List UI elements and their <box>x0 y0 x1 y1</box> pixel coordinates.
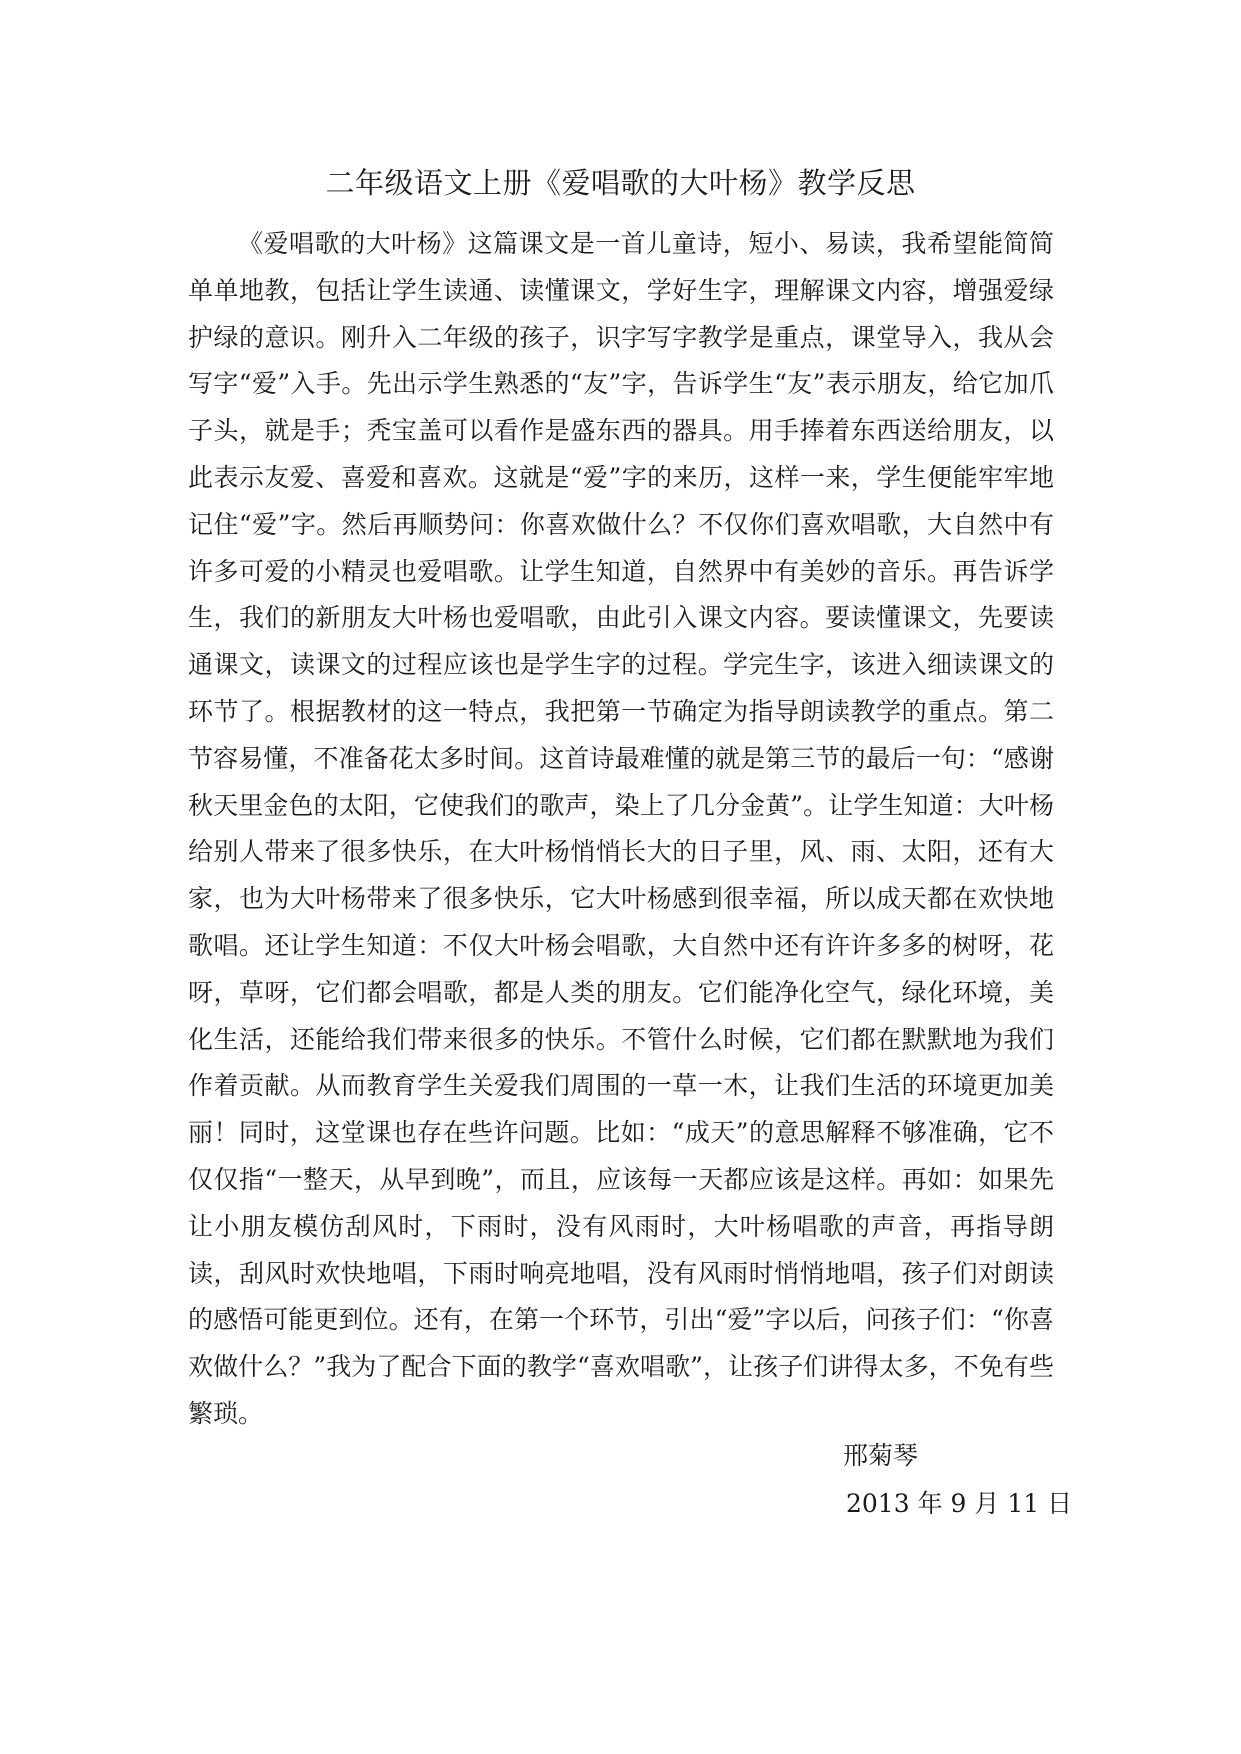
document-title: 二年级语文上册《爱唱歌的大叶杨》教学反思 <box>325 166 916 200</box>
author-signature: 邢菊琴 <box>843 1441 919 1470</box>
document-body <box>188 221 1054 1438</box>
document-date: 2013 年 9 月 11 日 <box>846 1489 1073 1518</box>
body-paragraph: 《爱唱歌的大叶杨》这篇课文是一首儿童诗，短小、易读，我希望能简简单单地教，包括让学生读通、读懂课文，学好生字，理解课文内容，增强爱绿护绿的意识。刚升入二年级的孩子，识字写字教学是重点，课堂导入，我从会写字“爱”入手。先出示学生熟悉的“友”字，告诉学生“友”表示朋友，给它加爪子头，就是手；秃宝盖可以看作是盛东西的器具。用手捧着东西送给朋友，以此表示友爱、喜爱和喜欢。这就是“爱”字的来历，这样一来，学生便能牢牢地记住“爱”字。然后再顺势问：你喜欢做什么？不仅你们喜欢唱歌，大自然中有许多可爱的小精灵也爱唱歌。让学生知道，自然界中有美妙的音乐。再告诉学生，我们的新朋友大叶杨也爱唱歌，由此引入课文内容。要读懂课文，先要读通课文，读课文的过程应该也是学生字的过程。学完生字，该进入细读课文的环节了。根据教材的这一特点，我把第一节确定为指导朗读教学的重点。第二节容易懂，不准备花太多时间。这首诗最难懂的就是第三节的最后一句：“感谢秋天里金色的太阳，它使我们的歌声，染上了几分金黄”。让学生知道：大叶杨给别人带来了很多快乐，在大叶杨悄悄长大的日子里，风、雨、太阳，还有大家，也为大叶杨带来了很多快乐，它大叶杨感到很幸福，所以成天都在欢快地歌唱。还让学生知道：不仅大叶杨会唱歌，大自然中还有许许多多的树呀，花呀，草呀，它们都会唱歌，都是人类的朋友。它们能净化空气，绿化环境，美化生活，还能给我们带来很多的快乐。不管什么时候，它们都在默默地为我们作着贡献。从而教育学生关爱我们周围的一草一木，让我们生活的环境更加美丽！同时，这堂课也存在些许问题。比如：“成天”的意思解释不够准确，它不仅仅指“一整天，从早到晚”，而且，应该每一天都应该是这样。再如：如果先让小朋友模仿刮风时，下雨时，没有风雨时，大叶杨唱歌的声音，再指导朗读，刮风时欢快地唱，下雨时响亮地唱，没有风雨时悄悄地唱，孩子们对朗读的感悟可能更到位。还有，在第一个环节，引出“爱”字以后，问孩子们：“你喜欢做什么？”我为了配合下面的教学“喜欢唱歌”，让孩子们讲得太多，不免有些繁琐。 <box>188 229 1054 1428</box>
